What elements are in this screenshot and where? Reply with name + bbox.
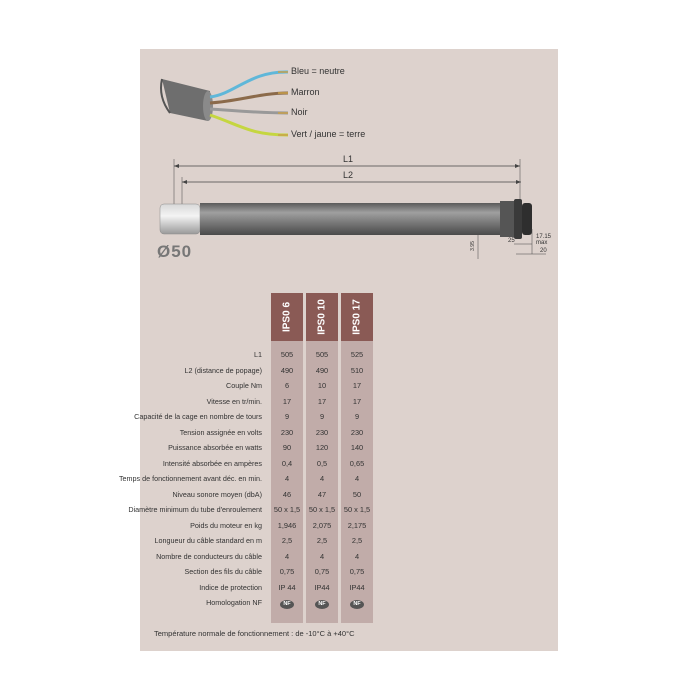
table-cell: 510 bbox=[350, 365, 364, 375]
table-cell: 17 bbox=[352, 381, 362, 390]
row-label: L2 (distance de popage) bbox=[184, 365, 262, 375]
row-label: Couple Nm bbox=[226, 381, 262, 390]
nf-mark-icon: NF bbox=[350, 600, 364, 609]
table-cell: 4 bbox=[284, 474, 290, 483]
table-cell: 2,075 bbox=[312, 520, 332, 530]
wire-label-green-yellow: Vert / jaune = terre bbox=[291, 129, 366, 139]
table-cell: 6 bbox=[284, 381, 290, 390]
model-header-2: IPS0 10 bbox=[306, 293, 338, 341]
row-label: Longueur du câble standard en m bbox=[154, 536, 262, 545]
table-cell: 17 bbox=[352, 396, 362, 406]
model-header-3: IPS0 17 bbox=[341, 293, 373, 341]
dim-l2: L2 bbox=[343, 170, 354, 180]
table-cell: 50 x 1,5 bbox=[308, 505, 336, 514]
table-cell: 50 x 1,5 bbox=[273, 505, 301, 514]
row-label: Niveau sonore moyen (dbA) bbox=[172, 489, 262, 499]
row-label: Capacité de la cage en nombre de tours bbox=[134, 412, 262, 421]
dim-25: 25 bbox=[508, 238, 515, 244]
row-label: Vitesse en tr/min. bbox=[206, 396, 262, 406]
table-cell: 2,5 bbox=[316, 536, 328, 545]
table-cell: 90 bbox=[282, 443, 292, 452]
row-label: Puissance absorbée en watts bbox=[168, 443, 262, 452]
motor-drawing bbox=[140, 49, 558, 279]
table-cell bbox=[341, 598, 373, 609]
row-label: Temps de fonctionnement avant déc. en min. bbox=[118, 474, 262, 483]
table-cell: 1,946 bbox=[277, 520, 297, 530]
table-cell: 490 bbox=[280, 365, 294, 375]
wire-label-blue: Bleu = neutre bbox=[291, 66, 345, 76]
table-cell: 2,5 bbox=[351, 536, 363, 545]
table-cell: 0,4 bbox=[281, 458, 293, 468]
row-label: L1 bbox=[254, 350, 262, 359]
wire-label-black: Noir bbox=[291, 107, 308, 117]
row-label: Poids du moteur en kg bbox=[190, 520, 262, 530]
table-cell: IP 44 bbox=[278, 582, 296, 592]
table-cell: IP44 bbox=[314, 582, 330, 592]
table-cell: 120 bbox=[315, 443, 329, 452]
row-label: Tension assignée en volts bbox=[179, 427, 262, 437]
dim-max: max bbox=[536, 240, 548, 246]
table-cell: 4 bbox=[284, 551, 290, 561]
nf-mark-icon: NF bbox=[315, 600, 329, 609]
table-cell: 0,75 bbox=[314, 567, 330, 576]
row-label: Section des fils du câble bbox=[184, 567, 262, 576]
table-cell: 230 bbox=[315, 427, 329, 437]
table-cell: 10 bbox=[317, 381, 327, 390]
table-cell: 17 bbox=[317, 396, 327, 406]
table-cell: 4 bbox=[319, 474, 325, 483]
table-cell: 230 bbox=[350, 427, 364, 437]
table-cell: 2,175 bbox=[347, 520, 367, 530]
table-cell: 4 bbox=[354, 474, 360, 483]
table-cell: 0,65 bbox=[349, 458, 365, 468]
nf-mark-icon: NF bbox=[280, 600, 294, 609]
table-cell: IP44 bbox=[349, 582, 365, 592]
table-cell: 47 bbox=[317, 489, 327, 499]
table-cell: 230 bbox=[280, 427, 294, 437]
table-cell: 50 x 1,5 bbox=[343, 505, 371, 514]
table-cell: 46 bbox=[282, 489, 292, 499]
table-cell: 490 bbox=[315, 365, 329, 375]
table-cell: 9 bbox=[319, 412, 325, 421]
row-label: Intensité absorbée en ampères bbox=[162, 458, 262, 468]
table-cell: 505 bbox=[315, 350, 329, 359]
table-cell: 0,75 bbox=[349, 567, 365, 576]
table-cell bbox=[306, 598, 338, 609]
table-cell: 50 bbox=[352, 489, 362, 499]
table-cell: 0,5 bbox=[316, 458, 328, 468]
row-label: Diamètre minimum du tube d'enroulement bbox=[128, 505, 262, 514]
table-cell: 4 bbox=[319, 551, 325, 561]
table-cell: 505 bbox=[280, 350, 294, 359]
row-label: Homologation NF bbox=[206, 598, 262, 607]
model-header-1: IPS0 6 bbox=[271, 293, 303, 341]
row-label: Indice de protection bbox=[199, 582, 262, 592]
dim-17-15: 17.15 bbox=[536, 234, 552, 240]
table-cell bbox=[271, 598, 303, 609]
dim-l1: L1 bbox=[343, 154, 354, 164]
dim-3-95: 3.95 bbox=[469, 241, 476, 251]
table-cell: 0,75 bbox=[279, 567, 295, 576]
dim-20: 20 bbox=[540, 248, 547, 254]
wire-label-brown: Marron bbox=[291, 87, 320, 97]
diameter-label: Ø50 bbox=[157, 242, 193, 261]
table-cell: 9 bbox=[284, 412, 290, 421]
row-label: Nombre de conducteurs du câble bbox=[156, 551, 262, 561]
table-cell: 9 bbox=[354, 412, 360, 421]
table-cell: 140 bbox=[350, 443, 364, 452]
table-cell: 525 bbox=[350, 350, 364, 359]
table-cell: 2,5 bbox=[281, 536, 293, 545]
product-sheet bbox=[118, 49, 558, 651]
table-cell: 17 bbox=[282, 396, 292, 406]
table-cell: 4 bbox=[354, 551, 360, 561]
footer-note: Température normale de fonctionnement : de -10°C à +40°C bbox=[154, 629, 355, 638]
